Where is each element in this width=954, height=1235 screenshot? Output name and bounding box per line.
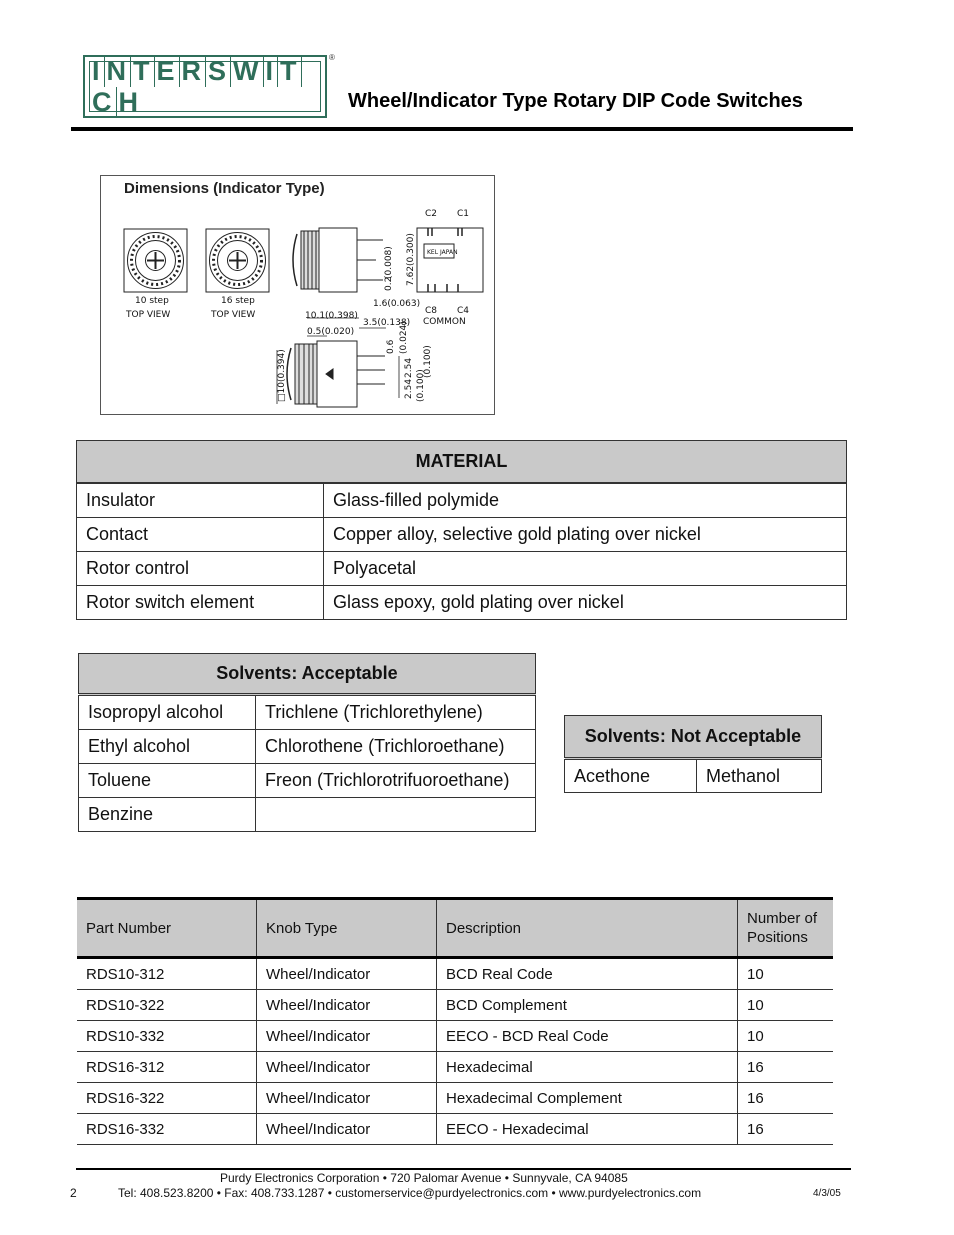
description: EECO - Hexadecimal <box>437 1114 738 1145</box>
logo-letter: S <box>206 56 231 87</box>
label-10-step: 10 step <box>135 296 169 306</box>
knob-type: Wheel/Indicator <box>257 1021 437 1052</box>
knob-type: Wheel/Indicator <box>257 1083 437 1114</box>
table-row <box>77 990 833 1021</box>
material-value: Glass epoxy, gold plating over nickel <box>324 586 847 620</box>
logo-letter: T <box>278 56 302 87</box>
table-row <box>77 483 847 518</box>
table-row <box>77 958 833 990</box>
solvent-name: Acethone <box>565 759 697 793</box>
table-row <box>79 695 536 730</box>
document-date: 4/3/05 <box>813 1188 841 1199</box>
table-row <box>77 1052 833 1083</box>
table-row <box>77 552 847 586</box>
solvent-name: Chlorothene (Trichloroethane) <box>256 730 536 764</box>
material-value: Polyacetal <box>324 552 847 586</box>
solvent-name <box>256 798 536 832</box>
part-number: RDS16-322 <box>77 1083 257 1114</box>
dim-0-024: (0.024) <box>399 321 409 354</box>
solvent-name: Isopropyl alcohol <box>79 695 256 730</box>
front-view-pins <box>417 228 483 292</box>
label-c2: C2 <box>425 209 438 219</box>
footer-contact: Tel: 408.523.8200 • Fax: 408.733.1287 • customerservice@purdyelectronics.com • www.purdyelectronics.com <box>118 1186 702 1200</box>
material-label: Insulator <box>77 483 324 518</box>
positions: 16 <box>738 1083 834 1114</box>
footer-address: Purdy Electronics Corporation • 720 Palomar Avenue • Sunnyvale, CA 94085 <box>220 1171 628 1185</box>
label-c1: C1 <box>457 209 470 219</box>
positions: 10 <box>738 958 834 990</box>
dim-0-100-b: (0.100) <box>416 369 426 402</box>
registered-mark: ® <box>329 53 335 62</box>
part-number: RDS10-312 <box>77 958 257 990</box>
solvent-name: Freon (Trichlorotrifuoroethane) <box>256 764 536 798</box>
table-row <box>77 1114 833 1145</box>
footer-divider <box>76 1168 851 1170</box>
solvents-not-acceptable-table <box>564 715 822 793</box>
dim-10-1: 10.1(0.398) <box>305 311 358 321</box>
column-header: Number of Positions <box>738 899 834 958</box>
solvent-name: Trichlene (Trichlorethylene) <box>256 695 536 730</box>
positions: 16 <box>738 1114 834 1145</box>
dim-0-5: 0.5(0.020) <box>307 327 355 337</box>
positions: 10 <box>738 1021 834 1052</box>
column-header: Part Number <box>77 899 257 958</box>
diagram-title: Dimensions (Indicator Type) <box>124 180 325 197</box>
table-row <box>77 586 847 620</box>
logo-letter: E <box>155 56 180 87</box>
dim-0-2: 0.2 <box>384 276 394 291</box>
page-number: 2 <box>70 1186 77 1200</box>
dim-2-54-b: 2.54 <box>404 378 414 399</box>
dial-16-step <box>206 229 269 292</box>
material-label: Rotor switch element <box>77 586 324 620</box>
logo-letter: T <box>131 56 155 87</box>
table-row <box>79 730 536 764</box>
knob-type: Wheel/Indicator <box>257 990 437 1021</box>
logo-letter: N <box>105 56 132 87</box>
label-16-top-view: TOP VIEW <box>211 310 256 320</box>
dim-0-100-a: (0.100) <box>423 345 433 378</box>
dimensions-drawing <box>101 176 496 416</box>
part-number: RDS10-322 <box>77 990 257 1021</box>
logo-letter: R <box>180 56 207 87</box>
dim-0-008: (0.008) <box>384 246 394 279</box>
description: BCD Real Code <box>437 958 738 990</box>
table-row <box>79 798 536 832</box>
label-common: COMMON <box>423 317 466 327</box>
side-view-upper <box>293 228 383 292</box>
label-10-top-view: TOP VIEW <box>126 310 171 320</box>
dim-1-6: 1.6(0.063) <box>373 299 421 309</box>
material-value: Glass-filled polymide <box>324 483 847 518</box>
label-kel-japan: KEL JAPAN <box>427 249 458 256</box>
part-number-table <box>77 897 833 1145</box>
solvent-name: Methanol <box>697 759 822 793</box>
dimensions-diagram <box>100 175 495 415</box>
logo-letter: W <box>231 56 263 87</box>
logo-letter: I <box>90 56 105 87</box>
label-c8: C8 <box>425 306 438 316</box>
material-label: Rotor control <box>77 552 324 586</box>
description: BCD Complement <box>437 990 738 1021</box>
solvent-name: Toluene <box>79 764 256 798</box>
logo-letter: C <box>90 87 117 118</box>
material-table <box>76 440 847 620</box>
material-label: Contact <box>77 518 324 552</box>
knob-type: Wheel/Indicator <box>257 1052 437 1083</box>
document-title: Wheel/Indicator Type Rotary DIP Code Switches <box>348 90 803 112</box>
dim-10-square: □10(0.394) <box>277 349 287 402</box>
solvent-name: Ethyl alcohol <box>79 730 256 764</box>
dim-2-54-a: 2.54 <box>404 357 414 378</box>
solvents-acceptable-table <box>78 653 536 832</box>
positions: 16 <box>738 1052 834 1083</box>
part-number: RDS16-312 <box>77 1052 257 1083</box>
dial-10-step <box>124 229 187 292</box>
solvents-not-acceptable-heading: Solvents: Not Acceptable <box>565 716 822 759</box>
positions: 10 <box>738 990 834 1021</box>
table-row <box>79 764 536 798</box>
table-row <box>77 1021 833 1052</box>
dim-7-62: 7.62(0.300) <box>406 233 416 286</box>
dim-0-6: 0.6 <box>386 339 396 354</box>
header-divider <box>71 127 853 131</box>
label-c4: C4 <box>457 306 470 316</box>
knob-type: Wheel/Indicator <box>257 958 437 990</box>
logo-wordmark <box>90 56 320 118</box>
description: Hexadecimal <box>437 1052 738 1083</box>
description: EECO - BCD Real Code <box>437 1021 738 1052</box>
dim-3-5: 3.5(0.138) <box>363 318 411 328</box>
table-row <box>77 518 847 552</box>
column-header: Description <box>437 899 738 958</box>
knob-type: Wheel/Indicator <box>257 1114 437 1145</box>
material-heading: MATERIAL <box>77 441 847 484</box>
part-number: RDS10-332 <box>77 1021 257 1052</box>
table-row <box>77 1083 833 1114</box>
logo-letter: H <box>118 86 140 117</box>
table-row <box>565 759 822 793</box>
part-number: RDS16-332 <box>77 1114 257 1145</box>
solvents-acceptable-heading: Solvents: Acceptable <box>79 654 536 695</box>
material-value: Copper alloy, selective gold plating over nickel <box>324 518 847 552</box>
logo-letter: I <box>264 56 279 87</box>
label-16-step: 16 step <box>221 296 255 306</box>
column-header: Knob Type <box>257 899 437 958</box>
interswitch-logo <box>83 55 327 118</box>
solvent-name: Benzine <box>79 798 256 832</box>
description: Hexadecimal Complement <box>437 1083 738 1114</box>
